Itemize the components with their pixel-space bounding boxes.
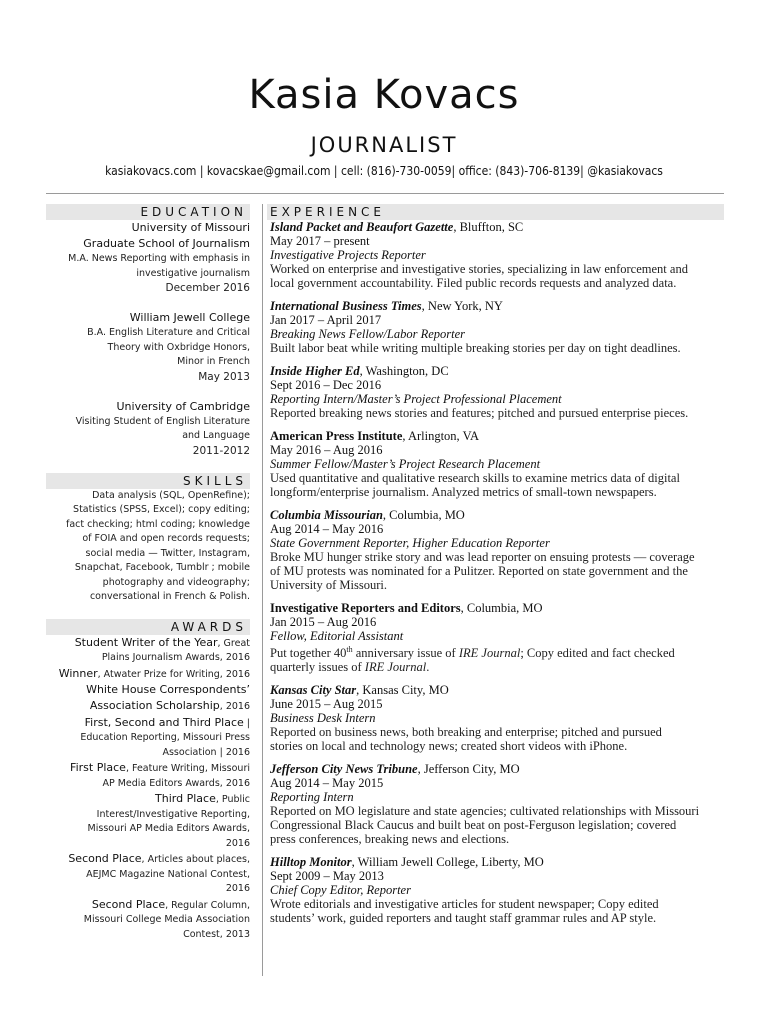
job-description: Congressional Black Caucus and built beat on post-Ferguson legislation; covered [270,818,677,833]
award-title: First Place [70,761,126,774]
job-role: Chief Copy Editor, Reporter [270,883,411,898]
education-heading: EDUCATION [46,204,250,220]
job-entry [270,299,724,355]
header-divider [46,193,724,194]
award-item [46,851,250,897]
award-item [46,666,250,683]
job-role: Business Desk Intern [270,711,376,726]
contact-line: kasiakovacs.com | kovacskae@gmail.com | cell: (816)-730-0059| office: (843)-706-8139| @kasiakovacs [105,164,663,178]
skill-line: photography and videography; [102,576,250,588]
education-date: December 2016 [165,282,250,294]
award-detail: , Articles about places, [141,854,250,865]
education-entry [46,220,250,296]
skills-list [46,489,250,605]
job-dates: May 2016 – Aug 2016 [270,443,383,457]
school-name: University of Missouri [131,221,250,234]
award-detail: , Regular Column, [165,899,250,911]
job-location: , Columbia, MO [460,601,543,615]
job-description: Reported on business news, both breaking and enterprise; pitched and pursued [270,725,662,740]
award-detail: , Public [215,794,250,805]
job-role: Reporting Intern/Master’s Project Professional Placement [270,392,562,406]
award-detail: Interest/Investigative Reporting, [96,808,250,820]
job-org: Hilltop Monitor [270,855,352,870]
job-location: , William Jewell College, Liberty, MO [351,855,544,870]
job-description: quarterly issues of IRE Journal. [270,660,430,675]
award-title: White House Correspondents’ [86,683,250,696]
degree-detail: Visiting Student of English Literature [75,415,250,427]
award-title: Third Place [155,792,216,805]
award-title: Student Writer of the Year [74,635,218,649]
award-item [46,760,250,791]
left-column [46,204,250,942]
job-entry [270,364,724,420]
school-name: University of Cambridge [116,399,250,413]
award-item [46,791,250,851]
education-date: May 2013 [198,370,250,383]
right-column [270,204,724,934]
award-detail: , Atwater Prize for Writing, 2016 [97,668,250,680]
job-org: American Press Institute [270,429,403,443]
education-date: 2011-2012 [192,444,250,457]
job-role: Investigative Projects Reporter [270,248,426,262]
job-title: JOURNALIST [310,133,458,157]
job-entry [270,855,724,925]
job-org: Kansas City Star [270,683,357,698]
job-org: Island Packet and Beaufort Gazette [270,220,454,234]
degree-detail: Minor in French [177,356,250,367]
award-detail: Missouri College Media Association [83,914,250,925]
award-detail: 2016 [225,883,250,894]
job-description: Used quantitative and qualitative research skills to examine metrics data of digital [270,471,680,485]
award-detail: 2016 [225,837,250,849]
award-detail: , 2016 [219,701,250,712]
job-description: local government accountability. Filed public records requests and analyzed data. [270,276,677,290]
job-role: State Government Reporter, Higher Education Reporter [270,536,550,550]
award-detail: , Great [217,637,250,649]
job-dates: Aug 2014 – May 2015 [270,776,384,791]
award-detail: AEJMC Magazine National Contest, [86,868,250,880]
job-entry [270,220,724,290]
job-description: Put together 40th anniversary issue of IRE Journal; Copy edited and fact checked [270,645,675,661]
job-org: Columbia Missourian [270,508,383,522]
award-detail: Education Reporting, Missouri Press [80,732,250,743]
experience-heading: EXPERIENCE [267,204,724,220]
education-entry [46,310,250,385]
school-name: William Jewell College [129,311,250,324]
job-description: Worked on enterprise and investigative stories, specializing in law enforcement and [270,262,688,276]
award-item [46,715,250,761]
job-org: Inside Higher Ed [270,364,360,378]
award-item [46,897,250,943]
awards-heading: AWARDS [46,619,250,635]
job-description: Built labor beat while writing multiple breaking stories per day on tight deadlines. [270,341,681,355]
school-name: Graduate School of Journalism [83,237,250,250]
skill-line: Snapchat, Facebook, Tumblr ; mobile [74,562,250,573]
job-dates: Jan 2017 – April 2017 [270,313,382,327]
job-description: Reported breaking news stories and features; pitched and pursued enterprise pieces. [270,406,689,420]
column-divider [262,204,263,976]
job-description: longform/enterprise journalism. Analyzed metrics of small-town newspapers. [270,485,657,499]
job-description: Reported on MO legislature and state agencies; cultivated relationships with Missouri [270,804,700,819]
awards-list [46,635,250,943]
job-location: , Washington, DC [359,364,449,378]
award-item [46,635,250,666]
degree-detail: and Language [182,430,250,441]
job-location: , Kansas City, MO [356,683,449,698]
job-org: Jefferson City News Tribune [270,762,418,777]
award-title: First, Second and Third Place [84,715,244,729]
skills-heading: SKILLS [46,473,250,489]
skill-line: Statistics (SPSS, Excel); copy editing; [73,504,250,515]
job-dates: May 2017 – present [270,234,370,248]
job-dates: June 2015 – Aug 2015 [270,697,383,712]
candidate-name: Kasia Kovacs [248,72,520,118]
award-detail: , Feature Writing, Missouri [125,763,250,774]
job-dates: Aug 2014 – May 2016 [270,522,384,536]
job-dates: Sept 2009 – May 2013 [270,869,384,884]
award-title: Winner [58,666,98,680]
job-location: , New York, NY [421,299,503,313]
job-role: Breaking News Fellow/Labor Reporter [270,327,466,341]
job-location: , Arlington, VA [402,429,480,443]
job-role: Fellow, Editorial Assistant [270,629,404,643]
award-title: Second Place [91,897,166,911]
job-description: University of Missouri. [270,578,388,592]
job-role: Reporting Intern [270,790,354,805]
education-entry [46,399,250,459]
job-description: students’ work, guided reporters and taught staff grammar rules and AP style. [270,911,657,926]
skill-line: social media — Twitter, Instagram, [85,547,250,559]
job-role: Summer Fellow/Master’s Project Research Placement [270,457,541,471]
job-description: stories on local and technology news; created short videos with iPhone. [270,739,628,754]
degree-detail: M.A. News Reporting with emphasis in [68,253,250,264]
job-entry [270,683,724,753]
award-detail: Contest, 2013 [183,928,250,940]
job-location: , Columbia, MO [382,508,465,522]
award-detail: Missouri AP Media Editors Awards, [87,823,250,834]
job-entry [270,762,724,846]
skill-line: Data analysis (SQL, OpenRefine); [92,489,250,501]
award-detail: AP Media Editors Awards, 2016 [102,777,250,789]
skill-line: conversational in French & Polish. [89,591,250,602]
job-description: of MU protests was nominated for a Pulitzer. Reported on state government and the [270,564,688,578]
job-location: , Bluffton, SC [453,220,524,234]
job-description: Broke MU hunger strike story and was lead reporter on ensuing protests — coverage [270,550,695,564]
skill-line: of FOIA and open records requests; [82,533,250,544]
award-detail: Association | 2016 [162,746,250,758]
degree-detail: Theory with Oxbridge Honors, [107,341,250,353]
degree-detail: investigative journalism [136,267,250,279]
award-title: Association Scholarship [89,699,220,712]
job-org: International Business Times [270,299,422,313]
job-org: Investigative Reporters and Editors [270,601,461,615]
award-detail: | [243,717,250,729]
job-dates: Jan 2015 – Aug 2016 [270,615,377,629]
job-dates: Sept 2016 – Dec 2016 [270,378,382,392]
award-detail: Plains Journalism Awards, 2016 [101,652,250,663]
award-item [46,682,250,715]
job-location: , Jefferson City, MO [417,762,520,777]
skill-line: fact checking; html coding; knowledge [66,518,250,530]
job-entry [270,601,724,674]
award-title: Second Place [68,852,142,865]
job-description: Wrote editorials and investigative articles for student newspaper; Copy edited [270,897,659,912]
job-description: press conferences, breaking news and elections. [270,832,510,847]
degree-detail: B.A. English Literature and Critical [87,327,250,338]
job-entry [270,508,724,592]
job-entry [270,429,724,499]
